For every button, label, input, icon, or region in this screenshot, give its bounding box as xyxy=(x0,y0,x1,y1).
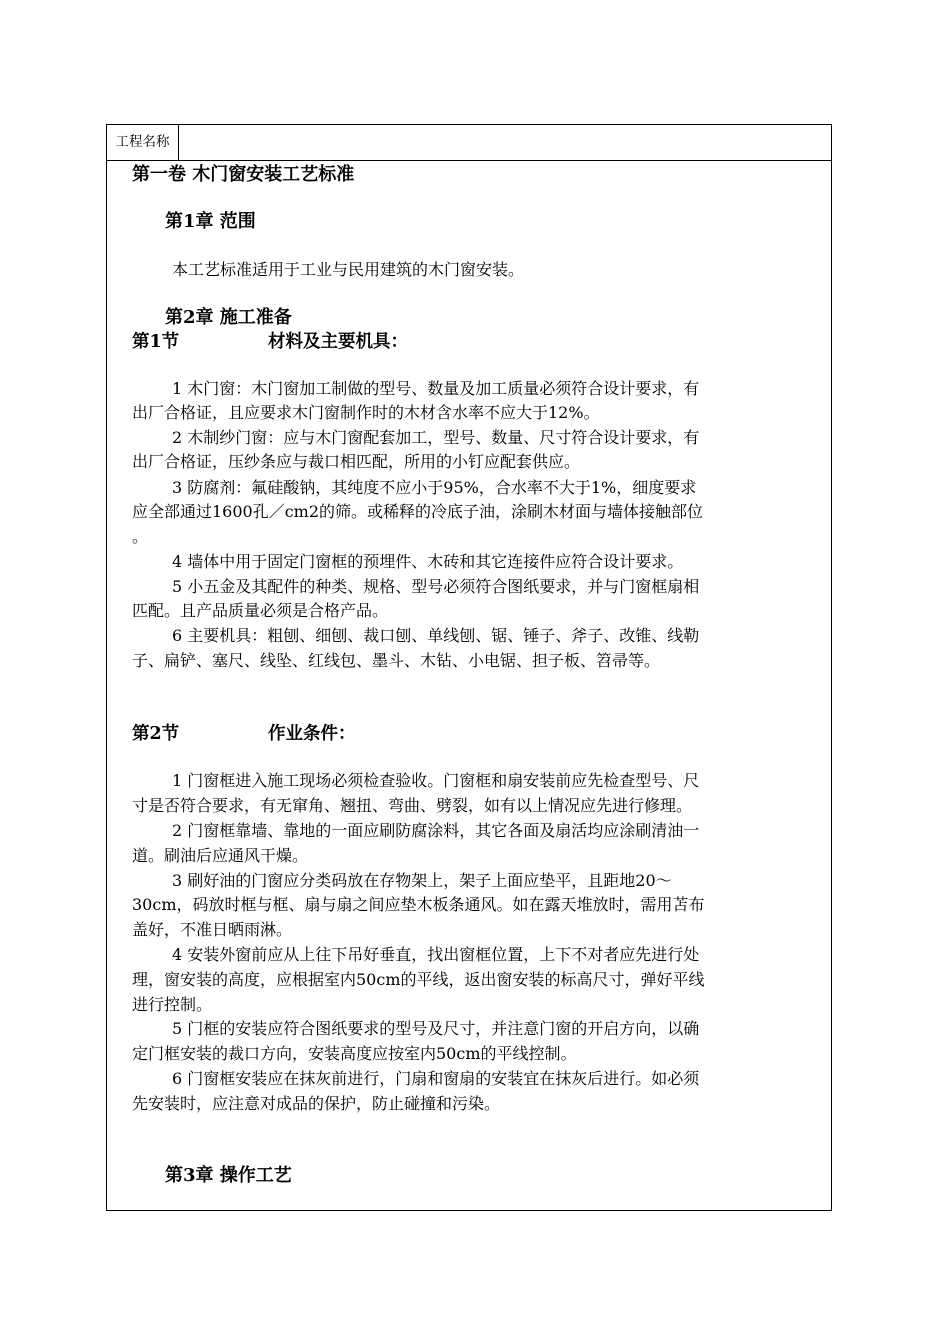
section1-line: 4 墙体中用于固定门窗框的预埋件、木砖和其它连接件应符合设计要求。 xyxy=(172,552,684,571)
section2-line: 理，窗安装的高度，应根据室内50cm的平线，返出窗安装的标高尺寸，弹好平线 xyxy=(132,970,705,989)
section1-number: 第1节 xyxy=(132,332,180,352)
section2-line: 寸是否符合要求，有无窜角、翘扭、弯曲、劈裂，如有以上情况应先进行修理。 xyxy=(132,796,693,815)
project-name-label: 工程名称 xyxy=(107,125,179,160)
section1-line: 。 xyxy=(132,527,149,546)
chapter2-title: 第2章 施工准备 xyxy=(165,307,292,328)
section1-line: 子、扁铲、塞尺、线坠、红线包、墨斗、木钻、小电锯、担子板、笤帚等。 xyxy=(132,651,661,670)
chapter3-title: 第3章 操作工艺 xyxy=(165,1165,292,1186)
section2-number: 第2节 xyxy=(132,724,180,744)
volume-title: 第一卷 木门窗安装工艺标准 xyxy=(132,164,355,185)
section2-line: 先安装时，应注意对成品的保护，防止碰撞和污染。 xyxy=(132,1094,501,1113)
section1-line: 出厂合格证，压纱条应与裁口相匹配，所用的小钉应配套供应。 xyxy=(132,452,581,471)
section1-line: 3 防腐剂：氟硅酸钠，其纯度不应小于95%，合水率不大于1%，细度要求 xyxy=(172,478,697,497)
section1-line: 出厂合格证，且应要求木门窗制作时的木材含水率不应大于12%。 xyxy=(132,403,600,422)
header-row xyxy=(107,125,831,161)
section2-line: 6 门窗框安装应在抹灰前进行，门扇和窗扇的安装宜在抹灰后进行。如必须 xyxy=(172,1069,700,1088)
section1-line: 2 木制纱门窗：应与木门窗配套加工，型号、数量、尺寸符合设计要求，有 xyxy=(172,428,700,447)
project-name-value xyxy=(179,125,831,160)
section2-line: 进行控制。 xyxy=(132,995,213,1014)
section2-line: 30cm，码放时框与框、扇与扇之间应垫木板条通风。如在露天堆放时，需用苫布 xyxy=(132,895,705,914)
section1-line: 1 木门窗：木门窗加工制做的型号、数量及加工质量必须符合设计要求，有 xyxy=(172,379,700,398)
section1-line: 应全部通过1600孔／cm2的筛。或稀释的冷底子油，涂刷木材面与墙体接触部位 xyxy=(132,502,704,521)
section1-title: 材料及主要机具： xyxy=(268,332,408,352)
section2-line: 2 门窗框靠墙、靠地的一面应刷防腐涂料，其它各面及扇活均应涂刷清油一 xyxy=(172,821,700,840)
section1-line: 匹配。且产品质量必须是合格产品。 xyxy=(132,601,389,620)
section1-line: 6 主要机具：粗刨、细刨、裁口刨、单线刨、锯、锤子、斧子、改锥、线勒 xyxy=(172,626,700,645)
section2-title: 作业条件： xyxy=(268,724,356,744)
section2-line: 道。刷油后应通风干燥。 xyxy=(132,846,309,865)
section2-line: 4 安装外窗前应从上往下吊好垂直，找出窗框位置，上下不对者应先进行处 xyxy=(172,945,700,964)
section2-line: 5 门框的安装应符合图纸要求的型号及尺寸，并注意门窗的开启方向，以确 xyxy=(172,1019,700,1038)
section2-line: 盖好，不准日晒雨淋。 xyxy=(132,920,293,939)
section1-line: 5 小五金及其配件的种类、规格、型号必须符合图纸要求，并与门窗框扇相 xyxy=(172,577,700,596)
section2-line: 定门框安装的裁口方向，安装高度应按室内50cm的平线控制。 xyxy=(132,1044,577,1063)
chapter1-line: 本工艺标准适用于工业与民用建筑的木门窗安装。 xyxy=(172,260,525,279)
section2-line: 3 刷好油的门窗应分类码放在存物架上，架子上面应垫平，且距地20～ xyxy=(172,871,672,890)
chapter1-title: 第1章 范围 xyxy=(165,211,256,232)
section2-line: 1 门窗框进入施工现场必须检查验收。门窗框和扇安装前应先检查型号、尺 xyxy=(172,771,700,790)
